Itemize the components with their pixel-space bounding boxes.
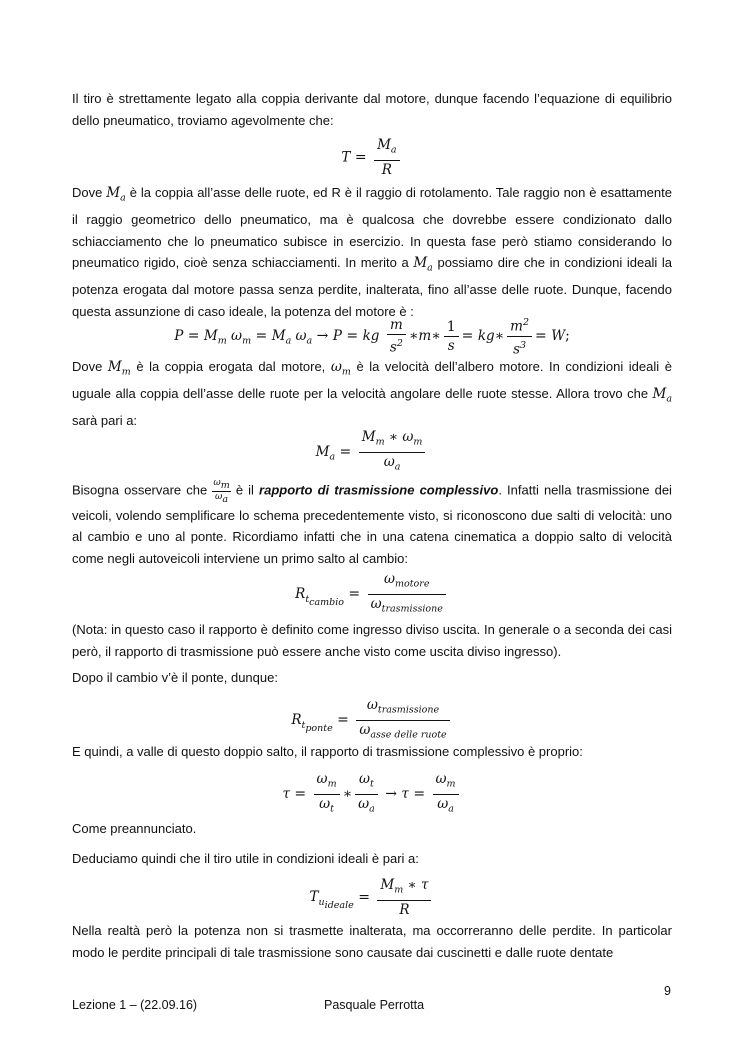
paragraph-rapporto: Bisogna osservare che $\frac{\omega_m}{\omega_a}$ è il rapporto di trasmissione complessivo. Infatti nella trasmissione dei veicoli, volendo semplificare lo schema precedentemente visto, si riconoscono due salti di velocità: uno al cambio e uno al ponte. Ricordiamo infatti che in una catena cinematica a doppio salto di velocità come negli autoveicoli interviene un primo salto al cambio: — [72, 478, 672, 566]
equation-tiro: T = $\frac{M_a}{R}$ — [0, 136, 744, 179]
equation-tau: τ = $\frac{\omega_m}{\omega_t}$ ∗ $\frac{\omega_t}{\omega_a}$ → τ = $\frac{\omega_m}{\omega_a}$ — [0, 770, 744, 818]
paragraph-coppia-asse: Dove $M_a$ è la coppia all’asse delle ruote, ed R è il raggio di rotolamento. Tale raggio non è esattamente il raggio geometrico dello pneumatico, ma è qualcosa che dovrebbe essere condizionato dallo schiacciamento che lo pneumatico subisce in esercizio. In questa fase però stiamo considerando lo pneumatico rigido, cioè senza schiacciamenti. In merito a $M_a$ possiamo dire che in condizioni ideali la potenza erogata dal motore passa senza perdite, inalterata, fino all’asse delle ruote. Dunque, facendo questa assunzione di caso ideale, la potenza del motore è : — [72, 185, 672, 319]
paragraph-perdite: Nella realtà però la potenza non si trasmette inalterata, ma occorreranno delle perdite. In particolar modo le perdite principali di tale trasmissione sono causate dai cuscinetti e dalle ruote dentate — [72, 923, 672, 960]
paragraph-nota: (Nota: in questo caso il rapporto è definito come ingresso diviso uscita. In generale o a seconda dei casi però, il rapporto di trasmissione può essere anche visto come uscita diviso ingresso). — [72, 622, 672, 659]
paragraph-tiro-utile: Deduciamo quindi che il tiro utile in condizioni ideali è pari a: — [72, 851, 419, 866]
equation-potenza: $P = M_m$ $\omega_m = M_a$ $\omega_a \to P$ = kg $\frac{m}{s^2}$ ∗m∗ $\frac{1}{s}$ = kg∗ $\frac{m^2}{s^3}$ = W; — [0, 314, 744, 358]
paragraph-coppia-motore: Dove $M_m$ è la coppia erogata dal motore, $\omega_m$ è la velocità dell’albero motore. In condizioni ideali è uguale alla coppia dell’asse delle ruote per la velocità angolare delle ruote stesse. Allora trovo che $M_a$ sarà pari a: — [72, 359, 672, 429]
paragraph-ponte: Dopo il cambio v’è il ponte, dunque: — [72, 670, 278, 685]
page-number: 9 — [664, 984, 671, 998]
equation-rapporto-ponte: $R_{t_{ponte}}$ = $\frac{\omega_{trasmissione}}{\omega_{asse delle ruote}}$ — [0, 696, 744, 744]
paragraph-preannunciato: Come preannunciato. — [72, 821, 197, 836]
equation-rapporto-cambio: $R_{t_{cambio}}$ = $\frac{\omega_{motore}}{\omega_{trasmissione}}$ — [0, 570, 744, 618]
equation-coppia-asse: $M_a$ = $\frac{M_m ∗ \omega_m}{\omega_a}$ — [0, 428, 744, 476]
paragraph-intro: Il tiro è strettamente legato alla coppia derivante dal motore, dunque facendo l’equazione di equilibrio dello pneumatico, troviamo agevolmente che: — [72, 91, 672, 128]
footer-lecture: Lezione 1 – (22.09.16) — [72, 998, 198, 1012]
paragraph-complessivo: E quindi, a valle di questo doppio salto, il rapporto di trasmissione complessivo è proprio: — [72, 744, 583, 759]
equation-tiro-ideale: $T_{u_{ideale}}$ = $\frac{M_m ∗ \tau}{R}$ — [0, 876, 744, 919]
footer-author: Pasquale Perrotta — [324, 998, 425, 1012]
